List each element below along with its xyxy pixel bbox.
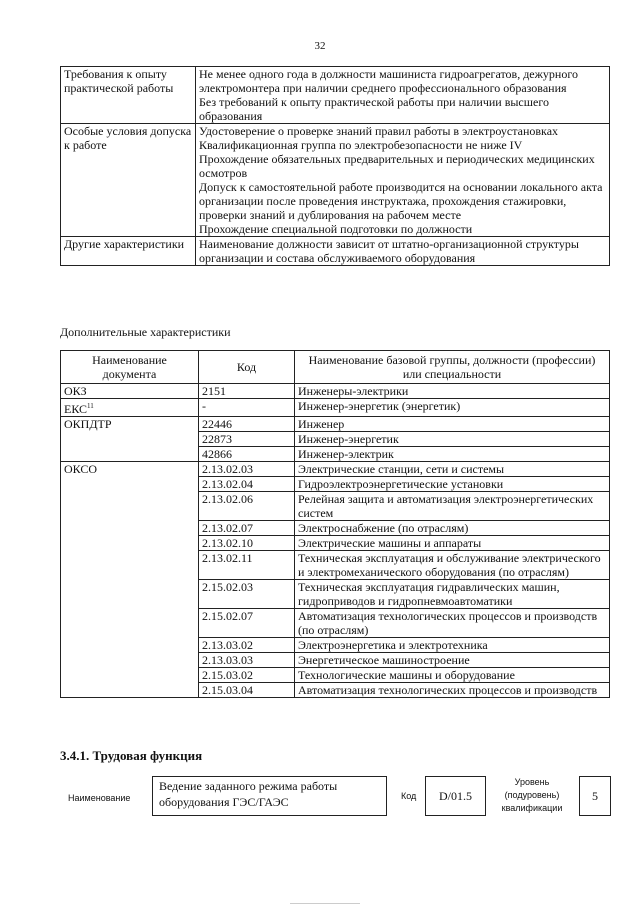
requirement-value: [196, 67, 610, 124]
code-cell: 22873: [199, 432, 295, 447]
requirement-value: [196, 237, 610, 266]
requirement-line: Прохождение обязательных предварительных и периодических медицинских осмотров: [199, 152, 595, 180]
code-cell: 22446: [199, 417, 295, 432]
document-name: ОКСО: [64, 462, 98, 476]
group-name-cell: Техническая эксплуатация и обслуживание электрического и электромеханического оборудования (по отраслям): [295, 551, 610, 580]
group-name-cell: Техническая эксплуатация гидравлических машин, гидроприводов и гидропневмоавтоматики: [295, 580, 610, 609]
code-cell: 2.13.02.06: [199, 492, 295, 521]
code-cell: 2.13.02.03: [199, 462, 295, 477]
code-cell: 2.13.03.02: [199, 638, 295, 653]
code-cell: 2.15.02.03: [199, 580, 295, 609]
requirement-row: [61, 67, 610, 124]
group-name-cell: Автоматизация технологических процессов и производств (по отраслям): [295, 609, 610, 638]
header-document-name: Наименование документа: [61, 351, 199, 384]
labor-function-code-label: Код: [401, 791, 417, 801]
additional-characteristics-title: Дополнительные характеристики: [60, 325, 231, 339]
labor-function-name-label: Наименование: [68, 793, 131, 803]
table-header-row: [61, 351, 610, 384]
requirement-key: Особые условия допуска к работе: [61, 124, 196, 237]
requirement-line: Допуск к самостоятельной работе производится на основании локального акта организации после проведения инструктажа, прохождения стажировки, проверки знаний и дублирования на рабочем месте: [199, 180, 603, 222]
requirement-line: Удостоверение о проверке знаний правил работы в электроустановках: [199, 124, 559, 138]
document-name-cell: [61, 399, 199, 417]
group-name-cell: Электрические машины и аппараты: [295, 536, 610, 551]
group-name-cell: Инженер: [295, 417, 610, 432]
group-name-cell: Инженеры-электрики: [295, 384, 610, 399]
additional-characteristics-table: [60, 350, 610, 698]
code-cell: 2.13.02.11: [199, 551, 295, 580]
requirements-table: [60, 66, 610, 266]
code-cell: 2.13.02.04: [199, 477, 295, 492]
code-cell: 2.13.02.07: [199, 521, 295, 536]
table-row: [61, 462, 610, 477]
group-name-cell: Энергетическое машиностроение: [295, 653, 610, 668]
group-name-cell: Инженер-энергетик (энергетик): [295, 399, 610, 417]
requirement-key: Другие характеристики: [61, 237, 196, 266]
code-cell: 2.15.03.02: [199, 668, 295, 683]
group-name-cell: Электроснабжение (по отраслям): [295, 521, 610, 536]
group-name-cell: Технологические машины и оборудование: [295, 668, 610, 683]
footnote-marker: 11: [87, 402, 94, 410]
requirement-key: Требования к опыту практической работы: [61, 67, 196, 124]
document-name: ЕКС: [64, 402, 88, 416]
code-cell: 2151: [199, 384, 295, 399]
qualification-level-value: 5: [579, 776, 611, 816]
requirement-value: [196, 124, 610, 237]
group-name-cell: Гидроэлектроэнергетические установки: [295, 477, 610, 492]
document-name: ОКПДТР: [64, 417, 112, 431]
code-cell: 42866: [199, 447, 295, 462]
requirement-line: Квалификационная группа по электробезопасности не ниже IV: [199, 138, 523, 152]
code-cell: 2.15.02.07: [199, 609, 295, 638]
requirement-line: Наименование должности зависит от штатно-организационной структуры организации и состава обслуживаемого оборудования: [199, 237, 579, 265]
group-name-cell: Автоматизация технологических процессов и производств: [295, 683, 610, 698]
requirement-row: [61, 237, 610, 266]
requirement-row: [61, 124, 610, 237]
requirement-line: Без требований к опыту практической работы при наличии высшего образования: [199, 95, 549, 123]
requirement-line: Не менее одного года в должности машиниста гидроагрегатов, дежурного электромонтера при наличии среднего профессионального образования: [199, 67, 578, 95]
page-number: 32: [314, 40, 326, 52]
document-name-cell: [61, 417, 199, 462]
document-name-cell: [61, 462, 199, 698]
group-name-cell: Релейная защита и автоматизация электроэнергетических систем: [295, 492, 610, 521]
table-row: [61, 384, 610, 399]
document-name: ОКЗ: [64, 384, 87, 398]
code-cell: 2.13.02.10: [199, 536, 295, 551]
table-row: [61, 399, 610, 417]
labor-function-name-value: Ведение заданного режима работы оборудования ГЭС/ГАЭС: [152, 776, 387, 816]
header-code: Код: [199, 351, 295, 384]
header-group-name: Наименование базовой группы, должности (профессии) или специальности: [295, 351, 610, 384]
group-name-cell: Инженер-электрик: [295, 447, 610, 462]
group-name-cell: Электроэнергетика и электротехника: [295, 638, 610, 653]
code-cell: 2.15.03.04: [199, 683, 295, 698]
requirement-line: Прохождение специальной подготовки по должности: [199, 222, 473, 236]
labor-function-heading: 3.4.1. Трудовая функция: [60, 748, 203, 763]
labor-function-code-value: D/01.5: [425, 776, 486, 816]
table-row: [61, 417, 610, 432]
document-name-cell: [61, 384, 199, 399]
code-cell: 2.13.03.03: [199, 653, 295, 668]
scan-artifact: [290, 903, 360, 904]
group-name-cell: Электрические станции, сети и системы: [295, 462, 610, 477]
code-cell: -: [199, 399, 295, 417]
qualification-level-label: Уровень (подуровень) квалификации: [501, 777, 563, 813]
group-name-cell: Инженер-энергетик: [295, 432, 610, 447]
